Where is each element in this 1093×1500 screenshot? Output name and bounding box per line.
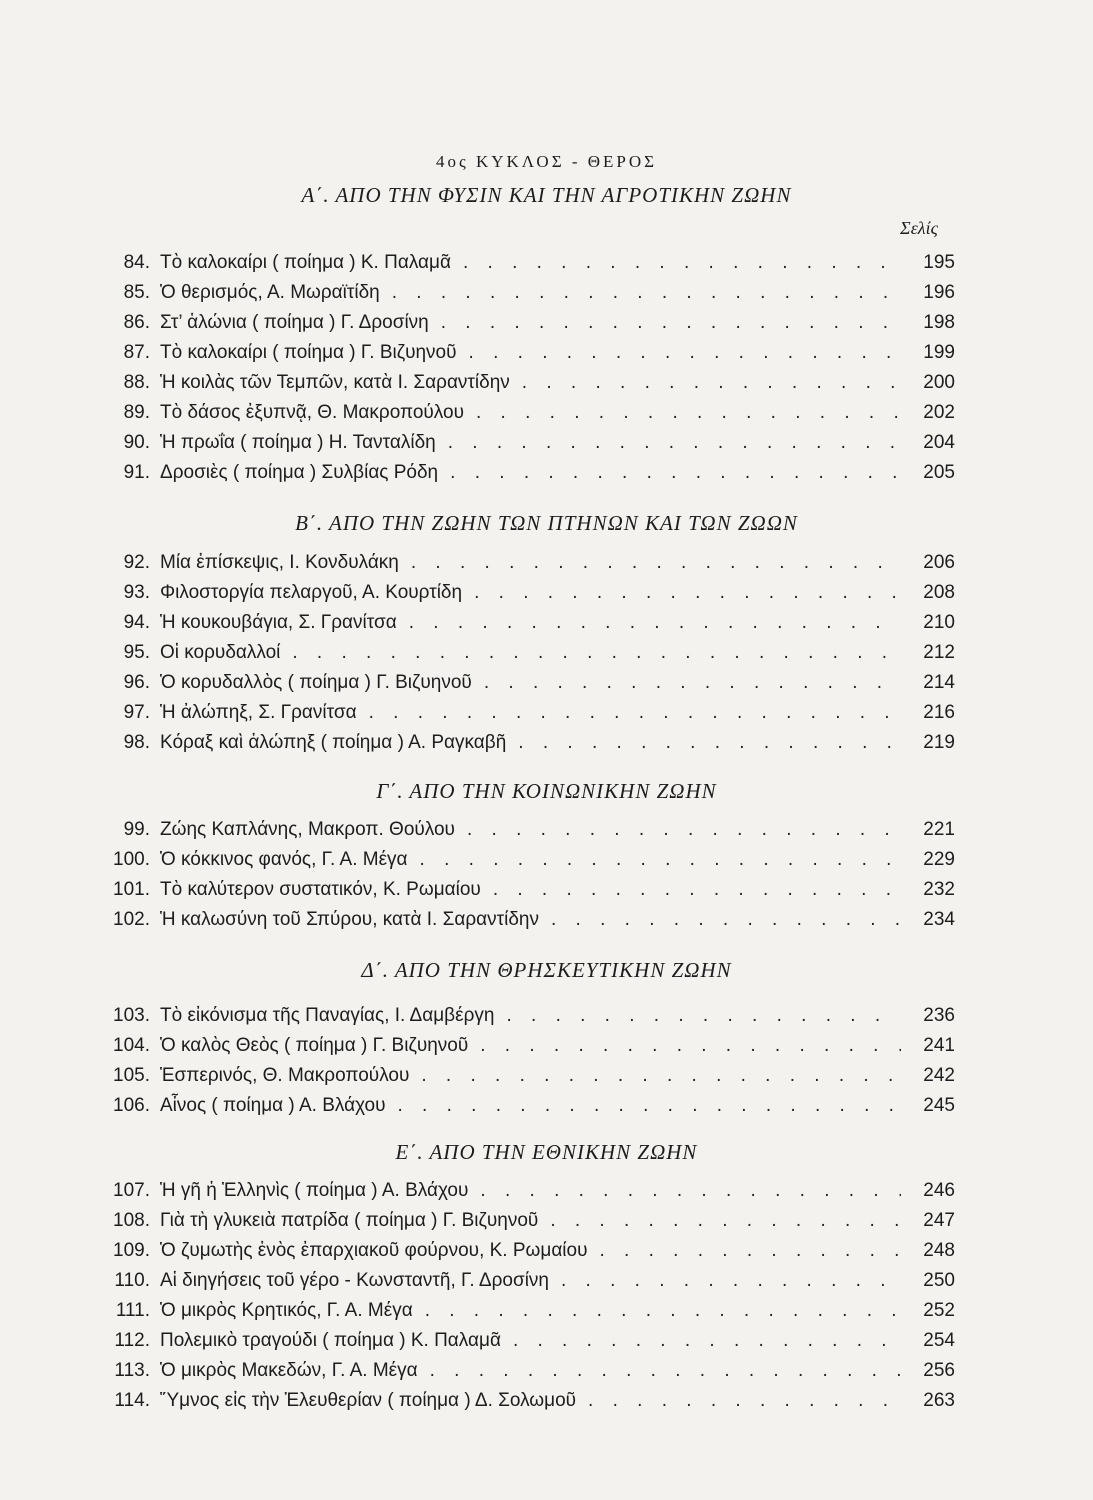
entry-title: Πολεμικὸ τραγούδι ( ποίημα ) Κ. Παλαμᾶ [160, 1330, 501, 1351]
leader-dots [513, 1330, 901, 1352]
entry-page: 205 [923, 462, 955, 483]
leader-dots [599, 1240, 901, 1262]
toc-entry [100, 432, 955, 460]
entry-title: Στ’ ἁλώνια ( ποίημα ) Γ. Δροσίνη [160, 312, 429, 333]
leader-dots [450, 462, 901, 484]
entry-page: 246 [923, 1180, 955, 1201]
entry-title: Ὁ κορυδαλλὸς ( ποίημα ) Γ. Βιζυηνοῦ [160, 672, 472, 693]
entry-page: 221 [923, 819, 955, 840]
leader-dots [441, 312, 901, 334]
entry-page: 198 [923, 312, 955, 333]
toc-entry [100, 819, 955, 847]
entry-number: 84. [123, 252, 150, 273]
toc-entry [100, 282, 955, 310]
entry-page: 200 [923, 372, 955, 393]
entry-page: 219 [923, 732, 955, 753]
entry-title: Οἱ κορυδαλλοί [160, 642, 281, 663]
entry-page: 202 [923, 402, 955, 423]
entry-number: 85. [123, 282, 150, 303]
toc-entry [100, 582, 955, 610]
entry-title: Τὸ καλοκαίρι ( ποίημα ) Γ. Βιζυηνοῦ [160, 342, 457, 363]
entry-title: Ἡ ἀλώπηξ, Σ. Γρανίτσα [160, 702, 357, 723]
entry-title: Ἡ κοιλὰς τῶν Τεμπῶν, κατὰ Ι. Σαραντίδην [160, 372, 510, 393]
toc-entry [100, 1240, 955, 1268]
toc-entry [100, 1360, 955, 1388]
entry-number: 113. [114, 1360, 150, 1381]
toc-entry [100, 909, 955, 937]
entry-number: 99. [123, 819, 150, 840]
leader-dots [469, 342, 901, 364]
entry-page: 234 [923, 909, 955, 930]
section-heading: Δ΄. ΑΠΟ ΤΗΝ ΘΡΗΣΚΕΥΤΙΚΗΝ ΖΩΗΝ [361, 958, 732, 982]
leader-dots [467, 819, 901, 841]
entry-page: 250 [923, 1270, 955, 1291]
entry-page: 241 [923, 1035, 955, 1056]
entry-page: 232 [923, 879, 955, 900]
entry-number: 106. [113, 1095, 150, 1116]
page-column-label: Σελίς [900, 218, 938, 238]
entry-title: Ὁ καλὸς Θεὸς ( ποίημα ) Γ. Βιζυηνοῦ [160, 1035, 469, 1056]
entry-page: 263 [923, 1390, 955, 1411]
entry-title: Ἡ καλωσύνη τοῦ Σπύρου, κατὰ Ι. Σαραντίδην [160, 909, 539, 930]
entry-page: 254 [923, 1330, 955, 1351]
leader-dots [476, 402, 901, 424]
entry-page: 248 [923, 1240, 955, 1261]
entry-number: 87. [123, 342, 150, 363]
entry-title: Τὸ δάσος ἐξυπνᾷ, Θ. Μακροπούλου [160, 402, 464, 423]
leader-dots [292, 642, 901, 664]
toc-entry [100, 1035, 955, 1063]
toc-entry [100, 879, 955, 907]
entry-title: Φιλοστοργία πελαργοῦ, Α. Κουρτίδη [160, 582, 463, 603]
toc-entry [100, 732, 955, 760]
entry-page: 214 [923, 672, 955, 693]
entry-number: 97. [123, 702, 150, 723]
leader-dots [420, 849, 901, 871]
entry-page: 212 [923, 642, 955, 663]
toc-entry [100, 252, 955, 280]
entry-number: 105. [113, 1065, 150, 1086]
entry-title: Ὁ ζυμωτὴς ἑνὸς ἐπαρχιακοῦ φούρνου, Κ. Ρωμαίου [160, 1240, 588, 1261]
leader-dots [421, 1065, 901, 1087]
toc-entry [100, 1330, 955, 1358]
leader-dots [522, 372, 901, 394]
entry-title: Τὸ καλύτερον συστατικόν, Κ. Ρωμαίου [160, 879, 481, 900]
toc-entry [100, 402, 955, 430]
entry-number: 93. [123, 582, 150, 603]
entry-number: 112. [114, 1330, 150, 1351]
entry-title: Ἡ πρωΐα ( ποίημα ) Η. Τανταλίδη [160, 432, 436, 453]
entry-number: 94. [123, 612, 150, 633]
toc-entry [100, 552, 955, 580]
entry-number: 104. [113, 1035, 150, 1056]
entry-number: 91. [123, 462, 150, 483]
entry-page: 247 [923, 1210, 955, 1231]
leader-dots [506, 1005, 901, 1027]
entry-number: 114. [114, 1390, 150, 1411]
toc-entry [100, 342, 955, 370]
toc-entry [100, 672, 955, 700]
entry-title: Ζώης Καπλάνης, Μακροπ. Θούλου [160, 819, 455, 840]
entry-number: 98. [123, 732, 150, 753]
entry-page: 216 [923, 702, 955, 723]
entry-page: 204 [923, 432, 955, 453]
entry-page: 210 [923, 612, 955, 633]
leader-dots [480, 1035, 901, 1057]
entry-number: 107. [113, 1180, 150, 1201]
leader-dots [409, 612, 901, 634]
entry-number: 86. [123, 312, 150, 333]
entry-title: Ἡ γῆ ἡ Ἑλληνὶς ( ποίημα ) Α. Βλάχου [160, 1180, 469, 1201]
leader-dots [425, 1300, 901, 1322]
entry-title: Ὁ θερισμός, Α. Μωραϊτίδη [160, 282, 380, 303]
toc-entry [100, 462, 955, 490]
entry-number: 111. [115, 1300, 150, 1321]
entry-number: 89. [123, 402, 150, 423]
entry-title: Αἶνος ( ποίημα ) Α. Βλάχου [160, 1095, 386, 1116]
entry-page: 242 [923, 1065, 955, 1086]
entry-title: Τὸ εἰκόνισμα τῆς Παναγίας, Ι. Δαμβέργη [160, 1005, 495, 1026]
leader-dots [398, 1095, 902, 1117]
entry-page: 199 [923, 342, 955, 363]
entry-page: 208 [923, 582, 955, 603]
leader-dots [369, 702, 901, 724]
toc-entry [100, 1270, 955, 1298]
leader-dots [463, 252, 901, 274]
leader-dots [480, 1180, 901, 1202]
entry-title: Κόραξ καὶ ἀλώπηξ ( ποίημα ) Α. Ραγκαβῆ [160, 732, 507, 753]
entry-title: Ἑσπερινός, Θ. Μακροπούλου [160, 1065, 410, 1086]
entry-page: 195 [923, 252, 955, 273]
entry-title: Δροσιὲς ( ποίημα ) Συλβίας Ρόδη [160, 462, 439, 483]
entry-number: 100. [113, 849, 150, 870]
section-heading: Γ΄. ΑΠΟ ΤΗΝ ΚΟΙΝΩΝΙΚΗΝ ΖΩΗΝ [376, 779, 717, 803]
entry-title: Ὁ μικρὸς Κρητικός, Γ. Α. Μέγα [160, 1300, 413, 1321]
leader-dots [448, 432, 901, 454]
entry-page: 206 [923, 552, 955, 573]
entry-title: Ἡ κουκουβάγια, Σ. Γρανίτσα [160, 612, 397, 633]
entry-page: 229 [923, 849, 955, 870]
toc-entry [100, 372, 955, 400]
section-heading: Β΄. ΑΠΟ ΤΗΝ ΖΩΗΝ ΤΩΝ ΠΤΗΝΩΝ ΚΑΙ ΤΩΝ ΖΩΩΝ [295, 511, 798, 535]
entry-number: 90. [123, 432, 150, 453]
entry-number: 109. [113, 1240, 150, 1261]
leader-dots [551, 909, 901, 931]
section-heading: Ε΄. ΑΠΟ ΤΗΝ ΕΘΝΙΚΗΝ ΖΩΗΝ [395, 1140, 698, 1164]
toc-entry [100, 1095, 955, 1123]
toc-entry [100, 1180, 955, 1208]
toc-entry [100, 312, 955, 340]
entry-number: 108. [113, 1210, 150, 1231]
entry-page: 252 [923, 1300, 955, 1321]
entry-title: Ὕμνος εἰς τὴν Ἐλευθερίαν ( ποίημα ) Δ. Σολωμοῦ [160, 1390, 577, 1411]
leader-dots [484, 672, 901, 694]
entry-number: 110. [114, 1270, 150, 1291]
entry-number: 95. [123, 642, 150, 663]
entry-page: 196 [923, 282, 955, 303]
entry-number: 103. [113, 1005, 150, 1026]
entry-title: Μία ἐπίσκεψις, Ι. Κονδυλάκη [160, 552, 399, 573]
toc-entry [100, 1300, 955, 1328]
leader-dots [561, 1270, 901, 1292]
leader-dots [430, 1360, 901, 1382]
entry-page: 236 [923, 1005, 955, 1026]
leader-dots [493, 879, 901, 901]
section-heading: Α΄. ΑΠΟ ΤΗΝ ΦΥΣΙΝ ΚΑΙ ΤΗΝ ΑΓΡΟΤΙΚΗΝ ΖΩΗΝ [301, 183, 792, 207]
leader-dots [518, 732, 901, 754]
toc-entry [100, 642, 955, 670]
toc-entry [100, 702, 955, 730]
entry-title: Αἱ διηγήσεις τοῦ γέρο - Κωνσταντῆ, Γ. Δροσίνη [160, 1270, 549, 1291]
leader-dots [550, 1210, 901, 1232]
entry-title: Ὁ κόκκινος φανός, Γ. Α. Μέγα [160, 849, 408, 870]
cycle-title: 4ος ΚΥΚΛΟΣ - ΘΕΡΟΣ [435, 152, 658, 171]
toc-entry [100, 1210, 955, 1238]
entry-number: 96. [123, 672, 150, 693]
entry-number: 101. [113, 879, 150, 900]
toc-entry [100, 1005, 955, 1033]
entry-title: Τὸ καλοκαίρι ( ποίημα ) Κ. Παλαμᾶ [160, 252, 451, 273]
toc-entry [100, 1065, 955, 1093]
leader-dots [588, 1390, 901, 1412]
toc-entry [100, 849, 955, 877]
entry-number: 102. [113, 909, 150, 930]
entry-page: 256 [923, 1360, 955, 1381]
entry-number: 92. [123, 552, 150, 573]
leader-dots [411, 552, 901, 574]
entry-title: Ὁ μικρὸς Μακεδών, Γ. Α. Μέγα [160, 1360, 418, 1381]
leader-dots [392, 282, 901, 304]
toc-entry [100, 1390, 955, 1418]
entry-title: Γιὰ τὴ γλυκειὰ πατρίδα ( ποίημα ) Γ. Βιζυηνοῦ [160, 1210, 539, 1231]
toc-entry [100, 612, 955, 640]
entry-page: 245 [923, 1095, 955, 1116]
leader-dots [474, 582, 901, 604]
entry-number: 88. [123, 372, 150, 393]
